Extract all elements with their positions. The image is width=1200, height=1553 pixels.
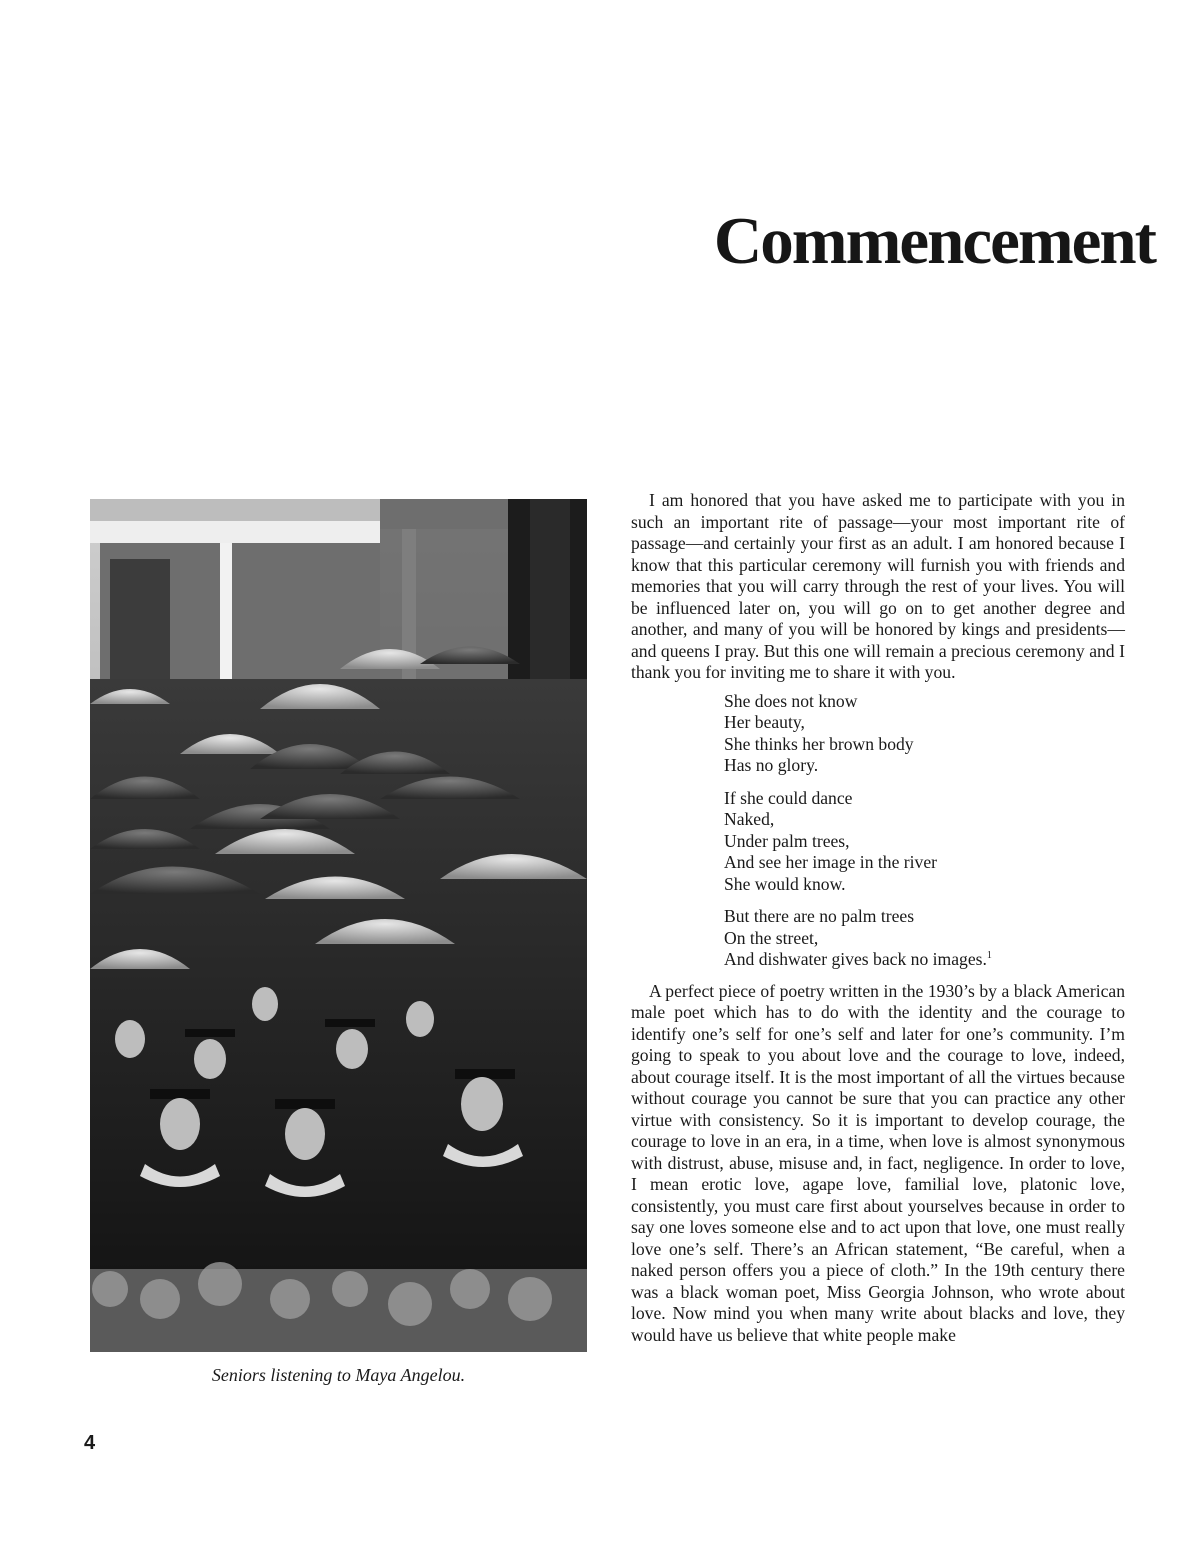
poem-line: And see her image in the river bbox=[724, 852, 937, 872]
poem-line: Has no glory. bbox=[724, 755, 819, 775]
article-text bbox=[631, 490, 1125, 1346]
photo-caption: Seniors listening to Maya Angelou. bbox=[211, 1365, 466, 1385]
poem-line: She thinks her brown body bbox=[724, 733, 914, 754]
poem-stanza-2 bbox=[724, 788, 1125, 896]
poem-stanza-1 bbox=[724, 691, 1125, 777]
footnote-mark: 1 bbox=[986, 950, 992, 962]
poem-line-last bbox=[724, 949, 1125, 971]
poem-line: She does not know bbox=[724, 690, 858, 711]
crowd-under-umbrellas-image bbox=[90, 499, 587, 1352]
commencement-photo bbox=[90, 499, 587, 1352]
article-paragraph-2: A perfect piece of poetry written in the 1930’s by a black American male poet which has to do with the identity and the courage to identify one’s self for one’s self and later for one’s community. I’m going to speak to you about love and the courage to love, indeed, about courage itself. It is the most important of all the virtues because without courage you cannot be sure that you can practice any other virtue with consistency. So it is important to develop courage, the courage to love in an era, in a time, when love is almost synonymous with distrust, abuse, misuse and, in fact, negligence. In order to love, I mean erotic love, agape love, familial love, platonic love, consistently, you must care first about yourselves because in order to say one loves someone else and to act upon that love, one must really love one’s self. There’s an African statement, “Be careful, when a naked person offers you a piece of cloth.” In the 19th century there was a black woman poet, Miss Georgia Johnson, who wrote about love. Now mind you when many write about blacks and love, they would have us believe that white people make bbox=[631, 980, 1125, 1345]
page-title: Commencement bbox=[713, 204, 1155, 278]
poem-line: But there are no palm trees bbox=[724, 906, 915, 926]
poem-line: If she could dance bbox=[724, 787, 853, 808]
poem-line: Under palm trees, bbox=[724, 830, 850, 851]
article-paragraph-1: I am honored that you have asked me to participate with you in such an important rite of passage—your most important rite of passage—and certainly your first as an adult. I am honored because I know that this particular ceremony will furnish you with friends and memories that you will carry through the rest of your lives. You will be influenced later on, you will go on to get another degree and another, and many of you will be honored by kings and presidents—and queens I pray. But this one will remain a precious ceremony and I thank you for inviting me to share it with you. bbox=[631, 490, 1125, 682]
poem-stanza-3 bbox=[724, 906, 1125, 971]
poem-line: On the street, bbox=[724, 927, 819, 948]
poem-line: Naked, bbox=[724, 809, 775, 829]
poem-line-text: And dishwater gives back no images. bbox=[724, 949, 987, 969]
page-number: 4 bbox=[84, 1432, 96, 1454]
poem-line: Her beauty, bbox=[724, 712, 805, 732]
poem-line: She would know. bbox=[724, 873, 846, 894]
poem bbox=[724, 691, 1125, 971]
